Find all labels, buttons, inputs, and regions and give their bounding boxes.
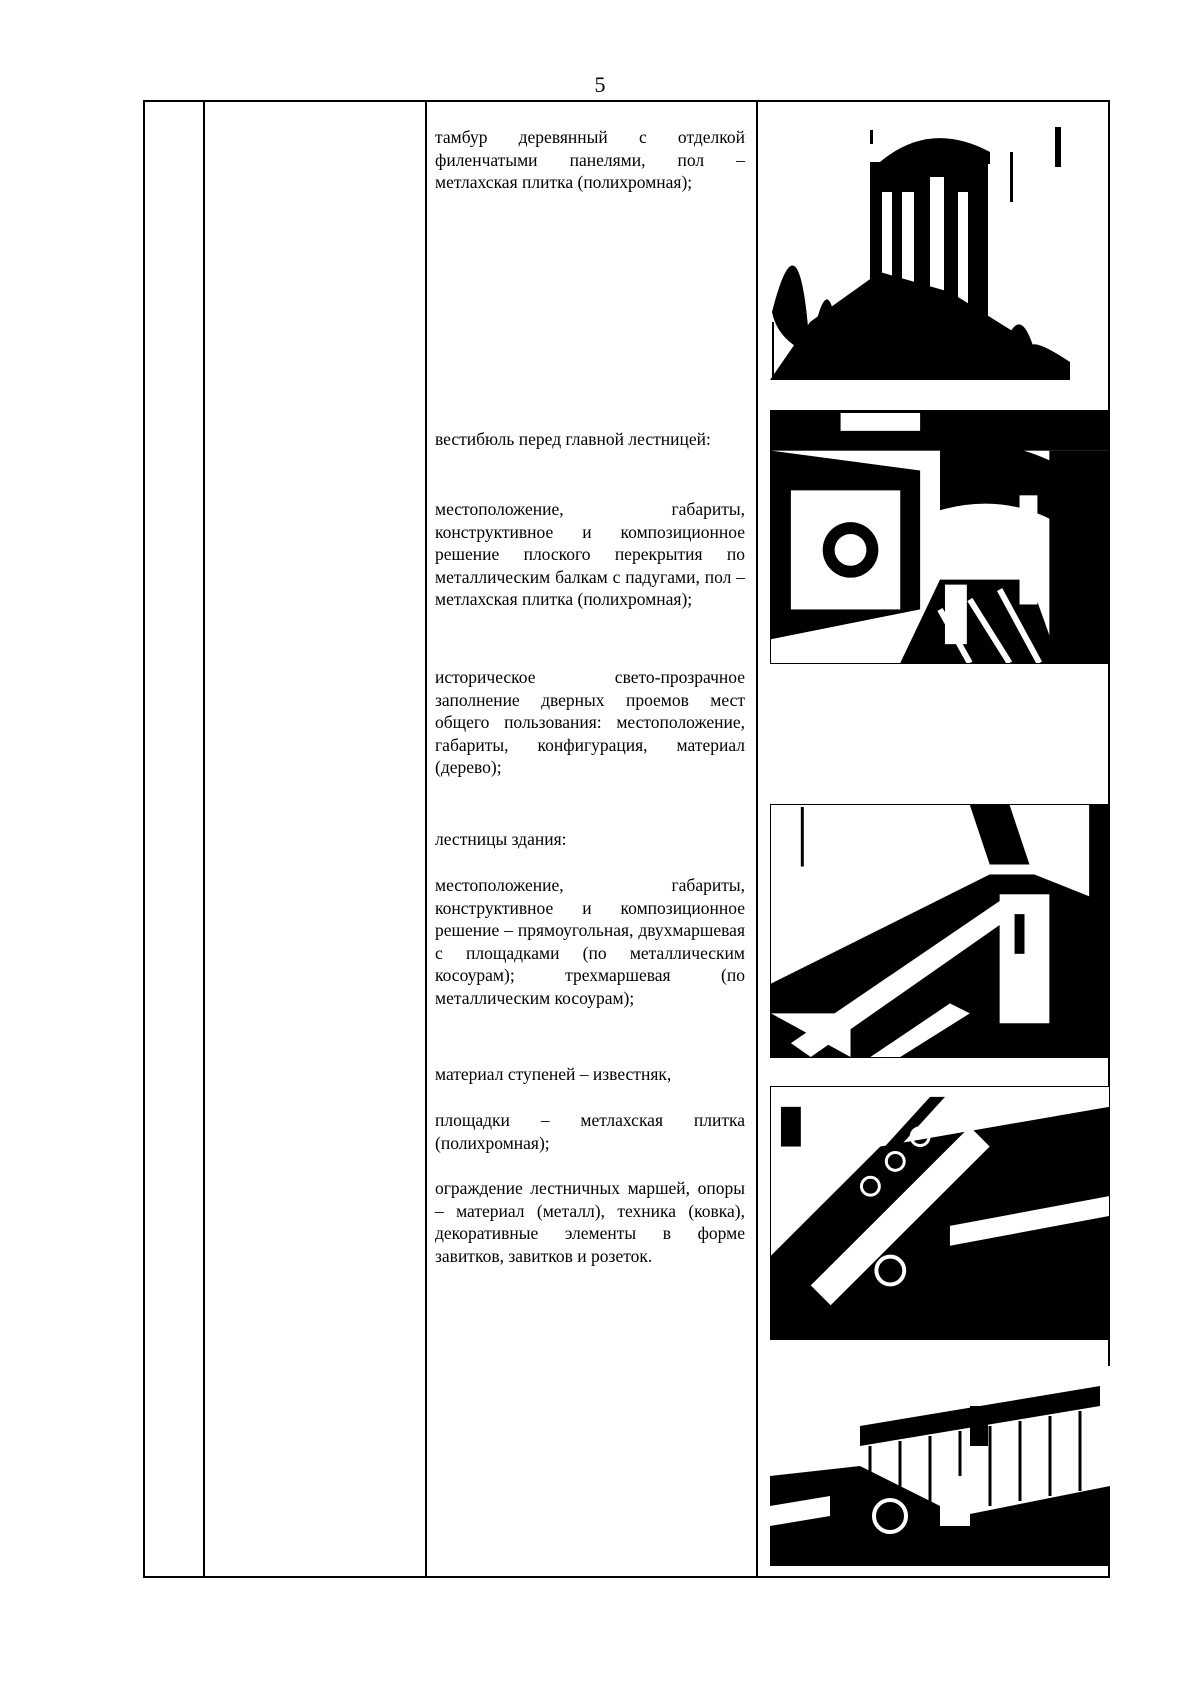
- vestibule-description: местоположение, габариты, конструктивное и композиционное решение плоского перекрытия по металлическим балкам с падугами, пол – метлахская плитка (полихромная);: [435, 499, 745, 609]
- tambur-photo: [770, 122, 1070, 380]
- stairs-photo: [770, 804, 1110, 1058]
- railing-photo: [770, 1086, 1110, 1340]
- landing-photo: [770, 1366, 1110, 1566]
- column-divider: [203, 102, 205, 1576]
- stairs-description: местоположение, габариты, конструктивное и композиционное решение – прямоугольная, двухмаршевая с площадками (по металлическим косоурам); трехмаршевая (по металлическим косоурам);: [435, 875, 745, 1008]
- tambur-description: тамбур деревянный с отделкой филенчатыми панелями, пол – метлахская плитка (полихромная);: [435, 127, 745, 192]
- column-divider: [425, 102, 427, 1576]
- stairs-title: лестницы здания:: [435, 829, 567, 849]
- steps-material: материал ступеней – известняк,: [435, 1064, 672, 1084]
- landings-description: площадки – метлахская плитка (полихромная);: [435, 1110, 745, 1153]
- vestibule-photo: [770, 410, 1110, 664]
- vestibule-title: вестибюль перед главной лестницей:: [435, 429, 711, 449]
- column-divider: [756, 102, 758, 1576]
- page-number: 5: [594, 72, 606, 97]
- doors-description: историческое свето-прозрачное заполнение дверных проемов мест общего пользования: местоположение, габариты, конфигурация, материал (дерево);: [435, 667, 745, 777]
- railing-description: ограждение лестничных маршей, опоры – материал (металл), техника (ковка), декоративные элементы в форме завитков, завитков и розеток.: [435, 1178, 745, 1266]
